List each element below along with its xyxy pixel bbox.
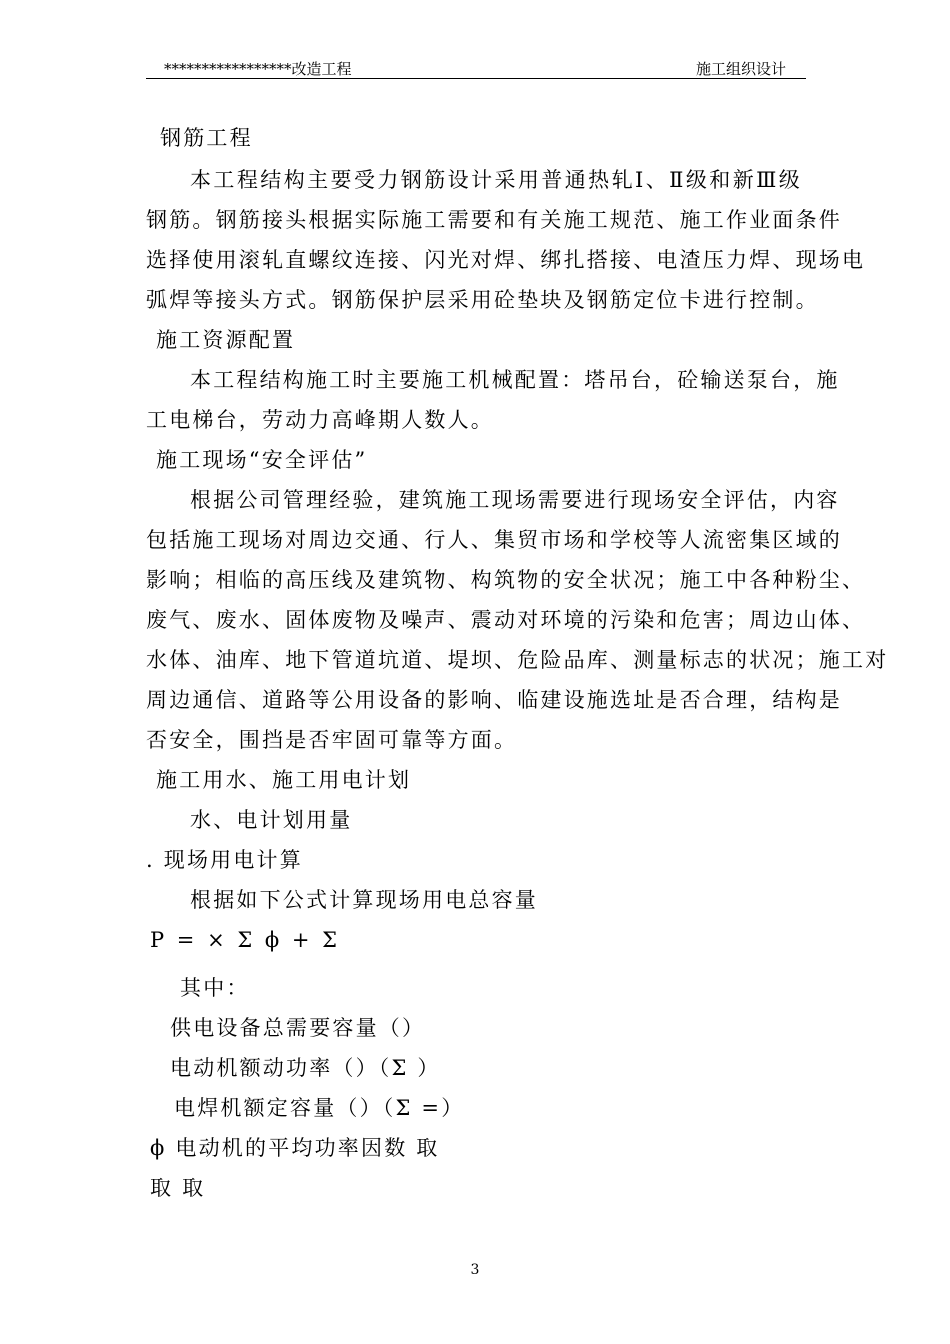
para-safety-line: 周边通信、道路等公用设备的影响、临建设施选址是否合理，结构是	[146, 688, 842, 712]
para-resources-line: 工电梯台，劳动力高峰期人数人。	[146, 408, 494, 432]
para-safety-line: 否安全，围挡是否牢固可靠等方面。	[146, 728, 518, 752]
where-label: 其中：	[180, 976, 250, 1000]
para-rebar-line: 弧焊等接头方式。钢筋保护层采用砼垫块及钢筋定位卡进行控制。	[146, 288, 819, 312]
take-line: 取 取	[150, 1176, 206, 1200]
def-line: 电动机额动功率（）（Σ ）	[170, 1056, 441, 1080]
sub-power-calc: . 现场用电计算	[146, 848, 303, 872]
para-safety-line: 影响；相临的高压线及建筑物、构筑物的安全状况；施工中各种粉尘、	[146, 568, 866, 592]
para-resources-line: 本工程结构施工时主要施工机械配置：塔吊台，砼输送泵台，施	[190, 368, 840, 392]
para-safety-line: 废气、废水、固体废物及噪声、震动对环境的污染和危害；周边山体、	[146, 608, 866, 632]
def-line: 供电设备总需要容量（）	[170, 1016, 426, 1040]
para-safety-line: 根据公司管理经验，建筑施工现场需要进行现场安全评估，内容	[190, 488, 840, 512]
header-doc-title: 施工组织设计	[695, 60, 786, 78]
power-formula: P = × Σ ϕ + Σ	[150, 928, 340, 952]
heading-water-power: 施工用水、施工用电计划	[156, 768, 412, 792]
header-project-name: *****************改造工程	[164, 60, 352, 78]
calc-intro: 根据如下公式计算现场用电总容量	[190, 888, 538, 912]
page-number: 3	[470, 1262, 480, 1278]
sub-water-power: 水、电计划用量	[190, 808, 353, 832]
heading-resources: 施工资源配置	[156, 328, 296, 352]
para-rebar-line: 选择使用滚轧直螺纹连接、闪光对焊、绑扎搭接、电渣压力焊、现场电	[146, 248, 866, 272]
para-safety-line: 包括施工现场对周边交通、行人、集贸市场和学校等人流密集区域的	[146, 528, 842, 552]
heading-safety: 施工现场“安全评估”	[156, 448, 368, 472]
heading-rebar: 钢筋工程	[160, 126, 253, 150]
para-rebar-line: 钢筋。钢筋接头根据实际施工需要和有关施工规范、施工作业面条件	[146, 208, 842, 232]
def-line: 电焊机额定容量（）（Σ =）	[174, 1096, 465, 1120]
para-safety-line: 水体、油库、地下管道坑道、堤坝、危险品库、测量标志的状况；施工对	[146, 648, 889, 672]
page-header	[146, 56, 806, 79]
para-rebar-line: 本工程结构主要受力钢筋设计采用普通热轧Ⅰ、Ⅱ级和新Ⅲ级	[190, 168, 802, 192]
phi-line: ϕ 电动机的平均功率因数 取	[150, 1136, 440, 1160]
